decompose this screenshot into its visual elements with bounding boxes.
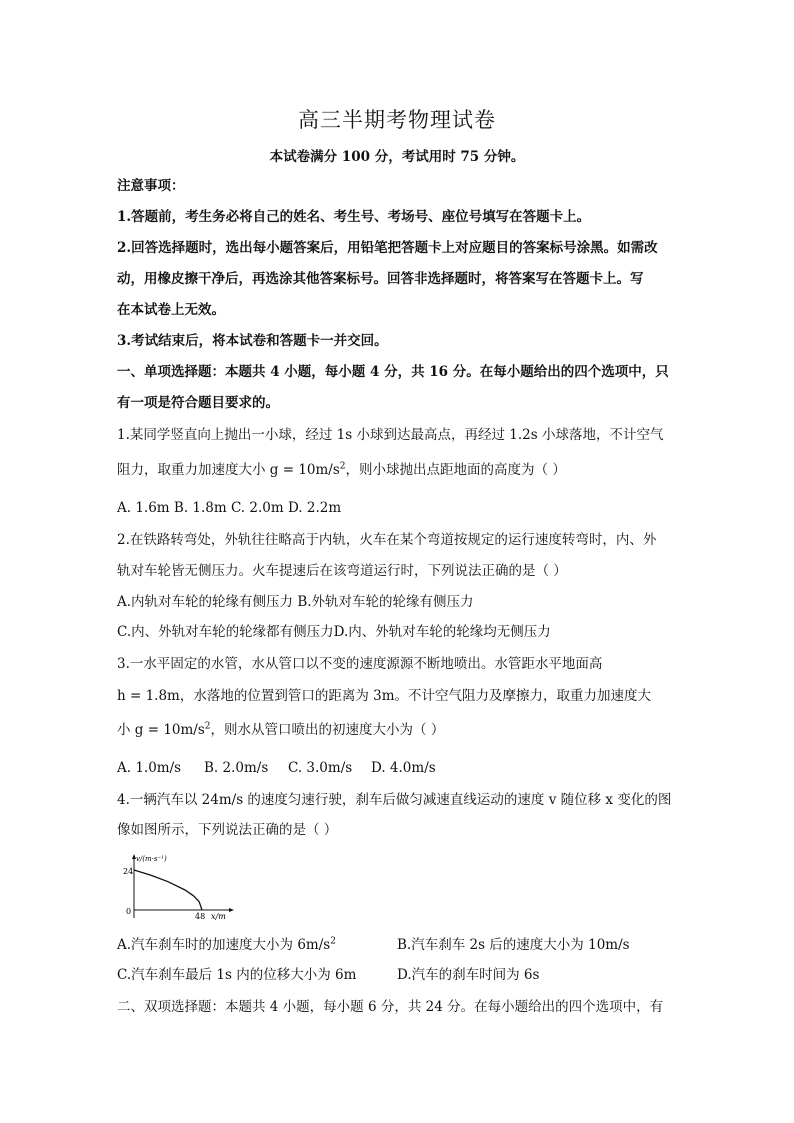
- notice-line: 1.答题前，考生务必将自己的姓名、考生号、考场号、座位号填写在答题卡上。: [117, 209, 591, 225]
- q4-option-d: D.汽车的刹车时间为 6s: [397, 967, 540, 983]
- q2-stem: 2.在铁路转弯处，外轨往往略高于内轨，火车在某个弯道按规定的运行速度转弯时，内、外: [117, 532, 657, 548]
- section2-heading: 二、双项选择题：本题共 4 小题，每小题 6 分，共 24 分。在每小题给出的四个选项中，有: [117, 999, 664, 1015]
- q4-option-c: C.汽车刹车最后 1s 内的位移大小为 6m: [117, 967, 357, 983]
- page-title: 高三半期考物理试卷: [298, 108, 496, 132]
- q3-stem-cont: h = 1.8m，水落地的位置到管口的距离为 3m。不计空气阻力及摩擦力，取重力加速度大: [117, 688, 652, 704]
- q1-options: A. 1.6m B. 1.8m C. 2.0m D. 2.2m: [117, 500, 342, 516]
- q3-stem-cont2: [117, 720, 677, 740]
- y-axis-label: v/(m·s⁻¹): [136, 855, 167, 863]
- section-heading-cont: 有一项是符合题目要求的。: [117, 395, 279, 411]
- q3-text-end: ，则水从管口喷出的初速度大小为（ ）: [210, 722, 445, 738]
- q2-stem-cont: 轨对车轮皆无侧压力。火车提速后在该弯道运行时，下列说法正确的是（ ）: [117, 563, 567, 579]
- q4-option-b: B.汽车刹车 2s 后的速度大小为 10m/s: [397, 937, 630, 953]
- page-subtitle: 本试卷满分 100 分，考试用时 75 分钟。: [269, 149, 525, 165]
- q4-stem-cont: 像如图所示，下列说法正确的是（ ）: [117, 822, 338, 838]
- q1-text-end: ，则小球抛出点距地面的高度为（ ）: [345, 462, 566, 478]
- y-tick-label: 24: [123, 867, 134, 876]
- x-tick-label: 48: [195, 912, 206, 921]
- notice-line: 3.考试结束后，将本试卷和答题卡一并交回。: [117, 333, 388, 349]
- notice-heading: 注意事项：: [117, 178, 185, 194]
- q3-option-d: D. 4.0m/s: [371, 760, 436, 776]
- q4-option-a-text: A.汽车刹车时的加速度大小为 6m/s: [117, 937, 331, 953]
- notice-line: 在本试卷上无效。: [117, 302, 225, 318]
- q1-stem-cont: [117, 460, 677, 480]
- q4-option-a-exponent: 2: [330, 936, 336, 947]
- velocity-curve: [134, 870, 202, 910]
- velocity-displacement-graph: [117, 852, 235, 924]
- origin-label: 0: [126, 907, 132, 916]
- q4-option-a: [117, 935, 336, 955]
- q4-stem: 4.一辆汽车以 24m/s 的速度匀速行驶，刹车后做匀减速直线运动的速度 v 随位移 x 变化的图: [117, 792, 672, 808]
- section-heading: 一、单项选择题：本题共 4 小题，每小题 4 分，共 16 分。在每小题给出的四个选项中，只: [117, 364, 669, 380]
- q3-exponent: 2: [204, 721, 211, 732]
- q2-option-ab: A.内轨对车轮的轮缘有侧压力 B.外轨对车轮的轮缘有侧压力: [117, 594, 474, 610]
- q3-text: 小 g = 10m/s: [117, 722, 205, 738]
- q3-option-b: B. 2.0m/s: [204, 760, 269, 776]
- q3-option-c: C. 3.0m/s: [288, 760, 353, 776]
- x-axis-label: x/m: [211, 912, 226, 921]
- q1-stem: 1.某同学竖直向上抛出一小球，经过 1s 小球到达最高点，再经过 1.2s 小球落地，不计空气: [117, 427, 664, 443]
- q1-text: 阻力，取重力加速度大小 g = 10m/s: [117, 462, 340, 478]
- q1-exponent: 2: [339, 461, 346, 472]
- notice-line: 2.回答选择题时，选出每小题答案后，用铅笔把答题卡上对应题目的答案标号涂黑。如需改: [117, 240, 658, 256]
- q3-stem: 3.一水平固定的水管，水从管口以不变的速度源源不断地喷出。水管距水平地面高: [117, 656, 603, 672]
- q3-option-a: A. 1.0m/s: [117, 760, 182, 776]
- q2-option-cd: C.内、外轨对车轮的轮缘都有侧压力D.内、外轨对车轮的轮缘均无侧压力: [117, 624, 551, 640]
- notice-line: 动，用橡皮擦干净后，再选涂其他答案标号。回答非选择题时，将答案写在答题卡上。写: [117, 271, 644, 287]
- x-axis-arrow: [229, 908, 234, 912]
